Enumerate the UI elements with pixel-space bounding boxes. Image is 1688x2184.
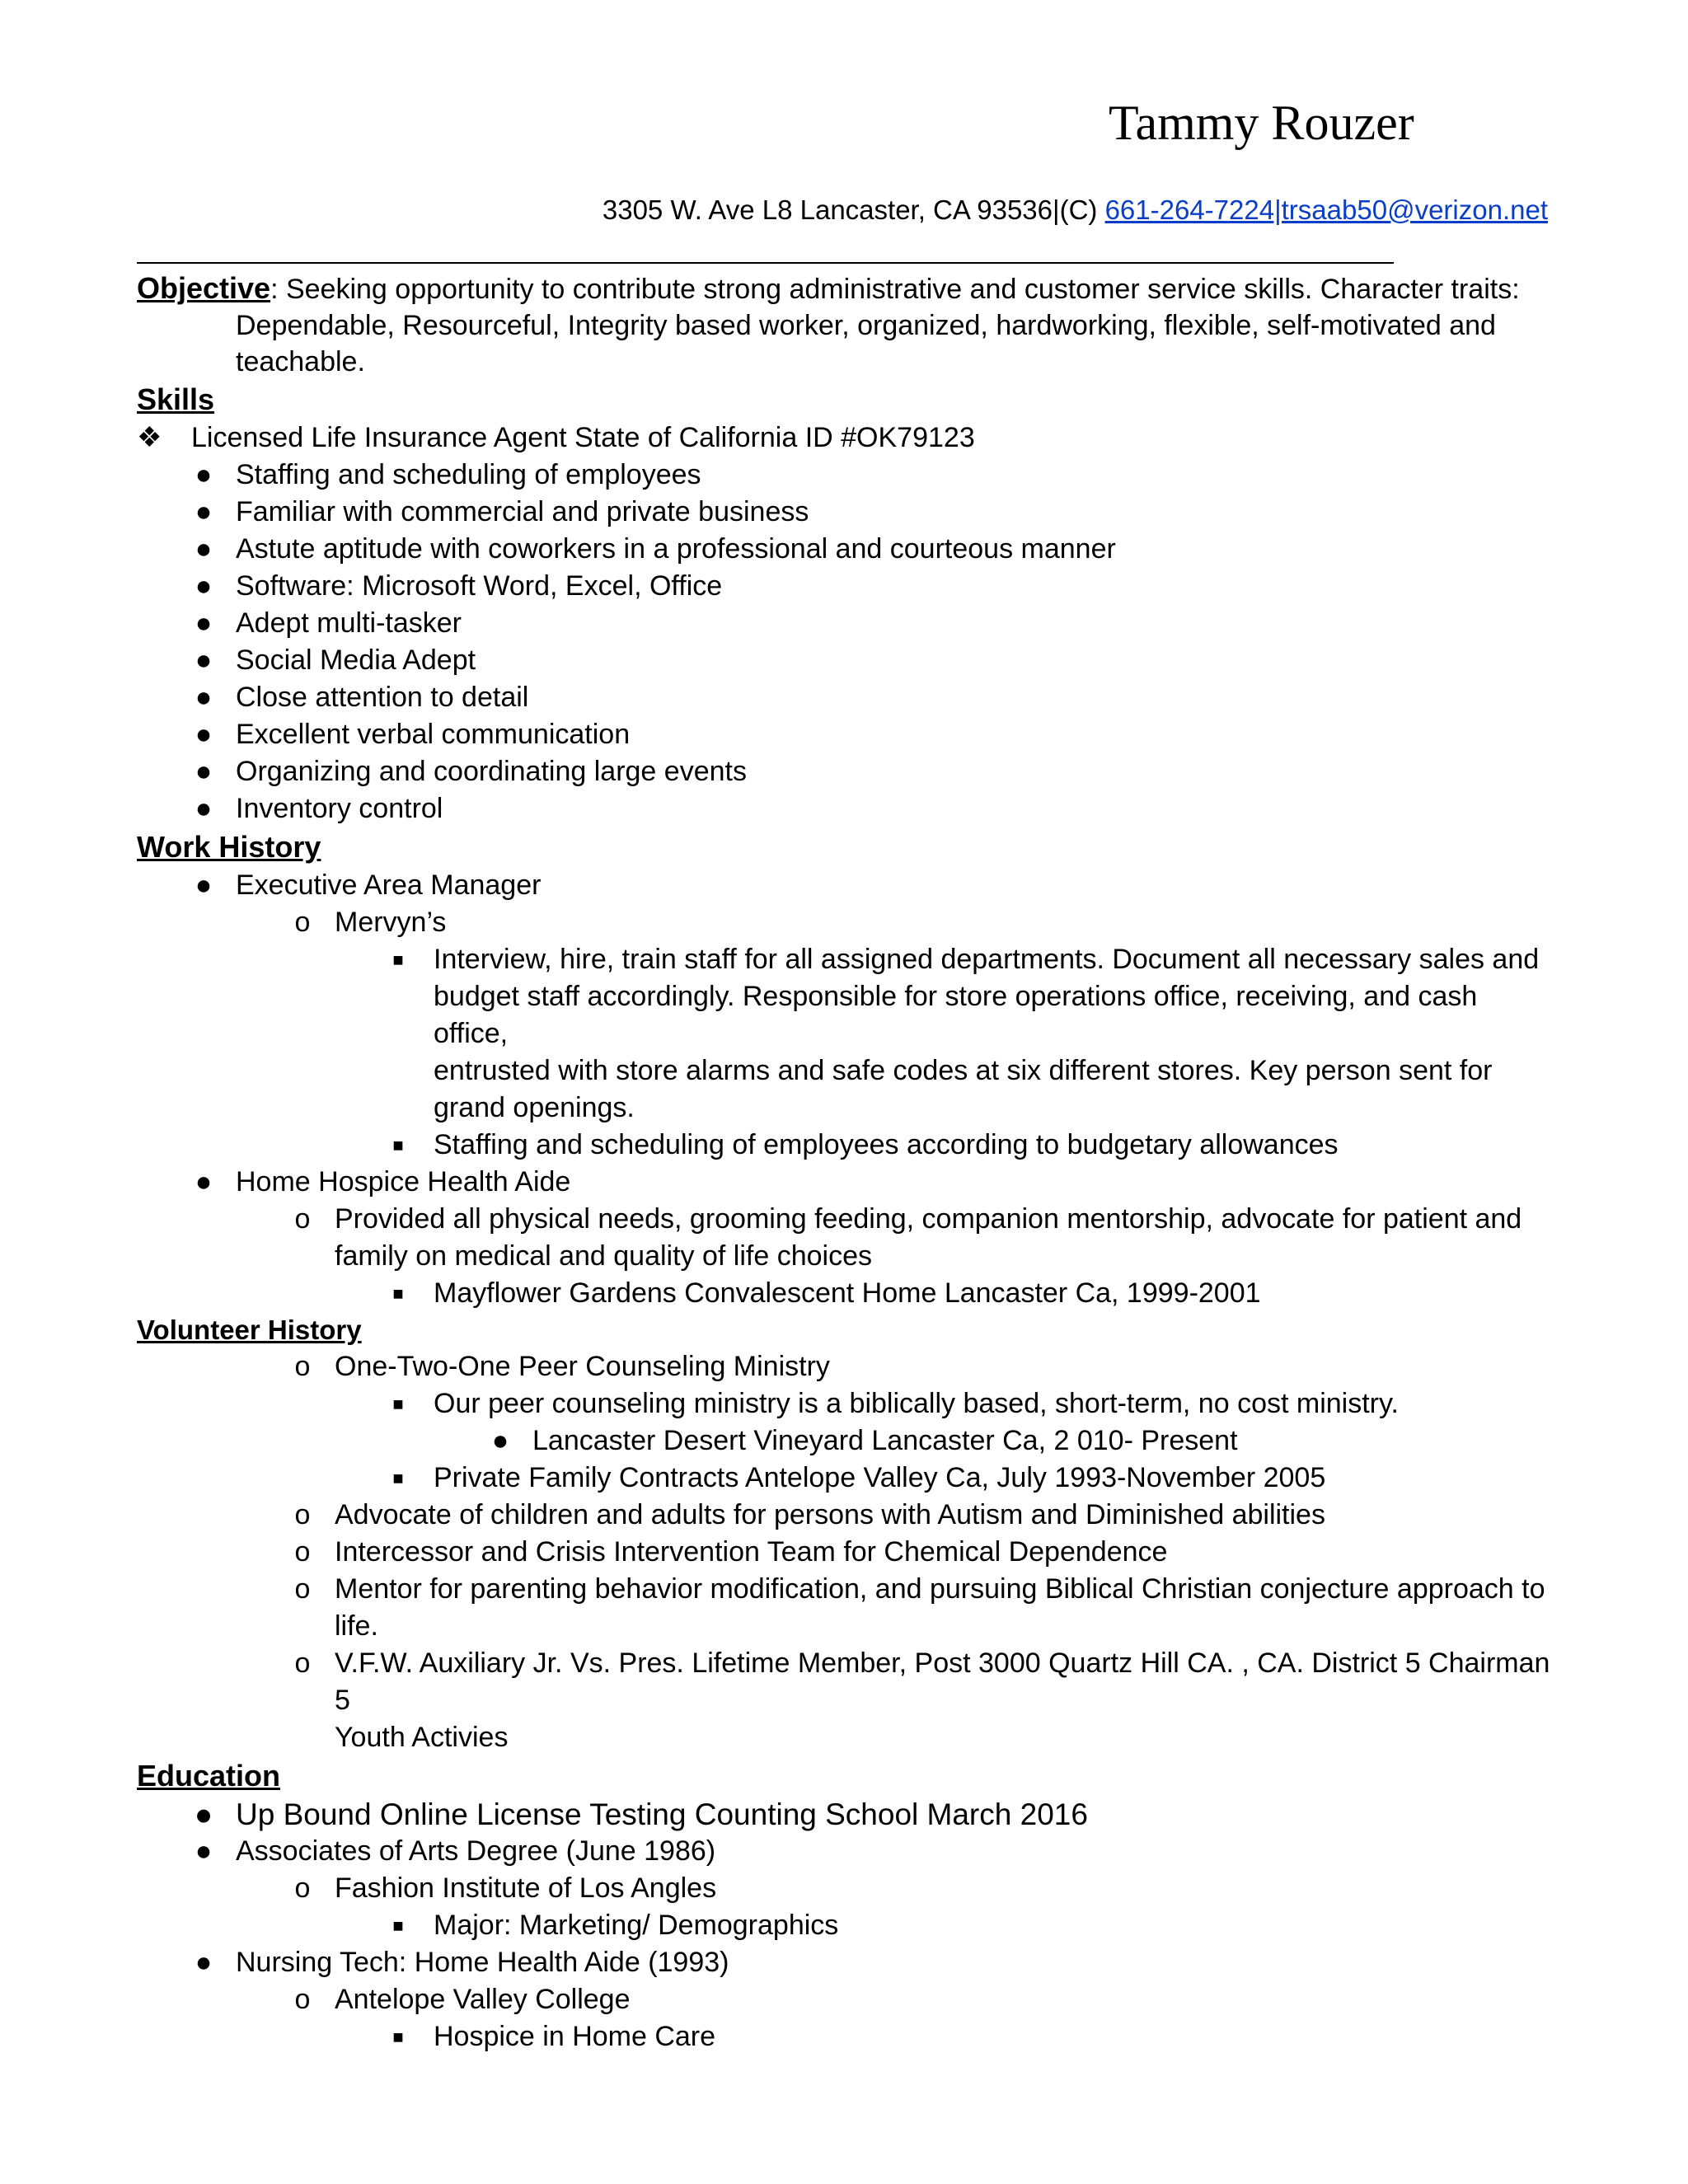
job-duty	[137, 941, 1554, 978]
diamond-bullet-icon: ❖	[137, 422, 162, 453]
employer-text: Mervyn’s	[335, 907, 447, 938]
bullet-icon: ●	[195, 682, 213, 713]
address-text: 3305 W. Ave L8 Lancaster, CA 93536|(C)	[602, 194, 1098, 225]
skill-item	[137, 716, 1554, 753]
bullet-icon: ●	[491, 1425, 509, 1456]
education-heading: Education	[137, 1759, 281, 1793]
skill-item	[137, 642, 1554, 679]
skill-item	[137, 531, 1554, 568]
square-bullet-icon: ■	[392, 1468, 404, 1488]
skill-text: Close attention to detail	[236, 682, 529, 713]
circle-bullet-icon: o	[294, 1573, 311, 1605]
education-detail-text: Hospice in Home Care	[434, 2021, 716, 2052]
school-text: Antelope Valley College	[335, 1984, 631, 2015]
bullet-icon: ●	[195, 570, 213, 602]
license-text: Licensed Life Insurance Agent State of California ID #OK79123	[191, 422, 975, 453]
bullet-icon: ●	[195, 1835, 213, 1867]
job-duty-continued: budget staff accordingly. Responsible for store operations office, receiving, and cash office,	[434, 981, 1478, 1049]
skill-text: Astute aptitude with coworkers in a professional and courteous manner	[236, 533, 1116, 565]
skill-text: Adept multi-tasker	[236, 607, 462, 639]
bullet-icon: ●	[195, 533, 213, 565]
header-divider	[137, 262, 1394, 264]
volunteer-detail-text: Private Family Contracts Antelope Valley Ca, July 1993-November 2005	[434, 1462, 1326, 1493]
volunteer-location	[137, 1422, 1554, 1460]
skill-item	[137, 679, 1554, 716]
skill-item	[137, 753, 1554, 790]
bullet-icon: ●	[195, 1166, 213, 1197]
skill-item	[137, 790, 1554, 827]
volunteer-text: One-Two-One Peer Counseling Ministry	[335, 1351, 830, 1382]
bullet-icon: ●	[195, 459, 213, 490]
duty-text: Staffing and scheduling of employees according to budgetary allowances	[434, 1129, 1339, 1160]
education-item	[137, 1796, 1554, 1833]
work-history-heading: Work History	[137, 830, 321, 864]
education-school	[137, 1870, 1554, 1907]
education-major	[137, 1907, 1554, 1944]
square-bullet-icon: ■	[392, 949, 404, 970]
circle-bullet-icon: o	[294, 1984, 311, 2015]
skill-text: Excellent verbal communication	[236, 719, 631, 750]
employer	[137, 904, 1554, 941]
objective-line	[137, 270, 1554, 307]
volunteer-text: Intercessor and Crisis Intervention Team for Chemical Dependence	[335, 1536, 1168, 1568]
job-duty	[137, 1201, 1554, 1238]
education-school	[137, 1981, 1554, 2018]
volunteer-item-continued: life.	[335, 1610, 378, 1642]
education-text: Nursing Tech: Home Health Aide (1993)	[236, 1947, 729, 1978]
square-bullet-icon: ■	[392, 2027, 404, 2047]
education-text: Up Bound Online License Testing Counting School March 2016	[236, 1797, 1088, 1831]
job-title-text: Executive Area Manager	[236, 869, 542, 901]
job-title	[137, 1164, 1554, 1201]
objective-text: : Seeking opportunity to contribute strong administrative and customer service skills. Character traits:	[270, 274, 1520, 305]
bullet-icon: ●	[194, 1797, 213, 1831]
job-duty-continued: entrusted with store alarms and safe codes at six different stores. Key person sent for	[434, 1055, 1493, 1086]
circle-bullet-icon: o	[294, 1872, 311, 1904]
bullet-icon: ●	[195, 496, 213, 527]
applicant-name: Tammy Rouzer	[1109, 96, 1414, 150]
skill-item	[137, 605, 1554, 642]
square-bullet-icon: ■	[392, 1135, 404, 1155]
bullet-icon: ●	[195, 793, 213, 824]
square-bullet-icon: ■	[392, 1283, 404, 1304]
job-duty-continued: family on medical and quality of life choices	[335, 1240, 872, 1272]
skill-text: Social Media Adept	[236, 644, 476, 676]
skill-text: Staffing and scheduling of employees	[236, 459, 701, 490]
job-title	[137, 867, 1554, 904]
bullet-icon: ●	[195, 607, 213, 639]
job-title-text: Home Hospice Health Aide	[236, 1166, 571, 1197]
bullet-icon: ●	[195, 719, 213, 750]
duty-text: Provided all physical needs, grooming feeding, companion mentorship, advocate for patient and	[335, 1203, 1522, 1235]
skill-item	[137, 568, 1554, 605]
education-detail	[137, 2018, 1554, 2055]
job-duty-continued: grand openings.	[434, 1092, 635, 1123]
square-bullet-icon: ■	[392, 1915, 404, 1936]
volunteer-location-text: Lancaster Desert Vineyard Lancaster Ca, 2 010- Present	[532, 1425, 1238, 1456]
contact-line	[603, 194, 1548, 226]
major-text: Major: Marketing/ Demographics	[434, 1910, 839, 1941]
objective-heading: Objective	[137, 271, 271, 305]
education-text: Associates of Arts Degree (June 1986)	[236, 1835, 716, 1867]
bullet-icon: ●	[195, 869, 213, 901]
volunteer-detail	[137, 1460, 1554, 1497]
skills-license-item	[137, 419, 1554, 457]
circle-bullet-icon: o	[294, 1499, 311, 1530]
skill-item	[137, 457, 1554, 494]
skill-text: Inventory control	[236, 793, 443, 824]
bullet-icon: ●	[195, 756, 213, 787]
education-item	[137, 1833, 1554, 1870]
volunteer-detail-text: Our peer counseling ministry is a biblically based, short-term, no cost ministry.	[434, 1388, 1399, 1419]
job-duty	[137, 1127, 1554, 1164]
volunteer-item	[137, 1645, 1554, 1719]
volunteer-item	[137, 1497, 1554, 1534]
volunteer-detail	[137, 1385, 1554, 1422]
circle-bullet-icon: o	[294, 1647, 311, 1679]
volunteer-text: Advocate of children and adults for persons with Autism and Diminished abilities	[335, 1499, 1325, 1530]
volunteer-item	[137, 1571, 1554, 1608]
volunteer-item-continued: Youth Activies	[335, 1722, 509, 1753]
volunteer-text: V.F.W. Auxiliary Jr. Vs. Pres. Lifetime Member, Post 3000 Quartz Hill CA. , CA. District 5 Chairman 5	[335, 1647, 1550, 1716]
skills-heading: Skills	[137, 382, 215, 416]
volunteer-text: Mentor for parenting behavior modification, and pursuing Biblical Christian conjecture approach to	[335, 1573, 1545, 1605]
circle-bullet-icon: o	[294, 1351, 311, 1382]
volunteer-history-heading: Volunteer History	[137, 1315, 362, 1345]
education-item	[137, 1944, 1554, 1981]
location-text: Mayflower Gardens Convalescent Home Lancaster Ca, 1999-2001	[434, 1277, 1261, 1309]
job-location	[137, 1275, 1554, 1312]
circle-bullet-icon: o	[294, 1203, 311, 1235]
phone-email-link[interactable]: 661-264-7224|trsaab50@verizon.net	[1104, 194, 1548, 225]
skill-text: Familiar with commercial and private business	[236, 496, 809, 527]
resume-body	[137, 270, 1554, 2055]
volunteer-item	[137, 1534, 1554, 1571]
circle-bullet-icon: o	[294, 1536, 311, 1568]
volunteer-item	[137, 1348, 1554, 1385]
objective-continuation: Dependable, Resourceful, Integrity based worker, organized, hardworking, flexible, self-motivated and	[236, 310, 1496, 341]
skill-text: Organizing and coordinating large events	[236, 756, 747, 787]
skill-item	[137, 494, 1554, 531]
skill-text: Software: Microsoft Word, Excel, Office	[236, 570, 723, 602]
bullet-icon: ●	[195, 644, 213, 676]
duty-text: Interview, hire, train staff for all assigned departments. Document all necessary sales and	[434, 944, 1540, 975]
square-bullet-icon: ■	[392, 1394, 404, 1414]
circle-bullet-icon: o	[294, 907, 311, 938]
bullet-icon: ●	[195, 1947, 213, 1978]
school-text: Fashion Institute of Los Angles	[335, 1872, 717, 1904]
objective-continuation: teachable.	[236, 346, 365, 377]
